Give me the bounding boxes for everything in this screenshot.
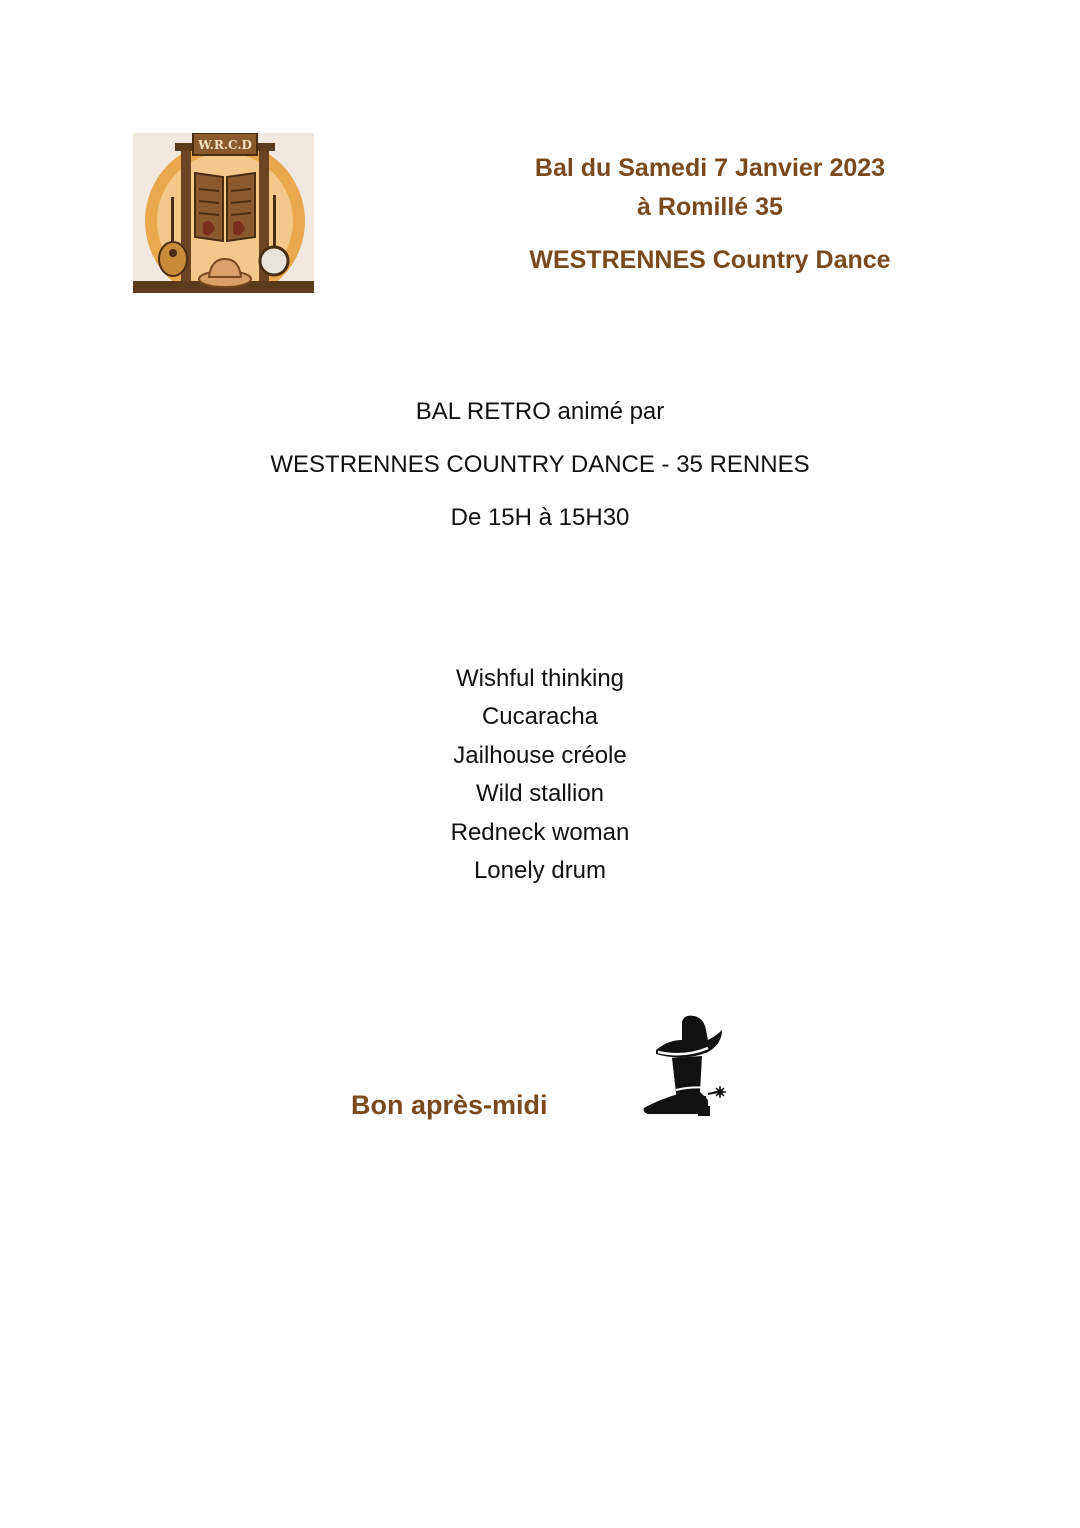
event-time: De 15H à 15H30: [450, 504, 630, 531]
list-item: Jailhouse créole: [453, 741, 627, 769]
list-item: Cucaracha: [481, 703, 599, 731]
event-type: BAL RETRO animé par: [415, 398, 665, 425]
logo-sign-text: W.R.C.D: [198, 138, 252, 152]
saloon-logo-icon: [133, 133, 314, 293]
greeting-text: Bon après-midi: [351, 1090, 548, 1120]
event-location: à Romillé 35: [637, 193, 783, 221]
cowboy-boot-hat-icon: [638, 1010, 728, 1120]
dance-list: [340, 660, 740, 890]
club-logo: [133, 133, 314, 293]
list-item: Lonely drum: [473, 856, 607, 884]
boot-illustration: [638, 1010, 728, 1120]
event-host: WESTRENNES COUNTRY DANCE - 35 RENNES: [270, 451, 810, 478]
list-item: Wild stallion: [475, 780, 605, 808]
club-name: WESTRENNES Country Dance: [529, 246, 891, 274]
list-item: Redneck woman: [450, 818, 630, 846]
list-item: Wishful thinking: [455, 665, 625, 692]
event-date-title: Bal du Samedi 7 Janvier 2023: [534, 154, 886, 182]
